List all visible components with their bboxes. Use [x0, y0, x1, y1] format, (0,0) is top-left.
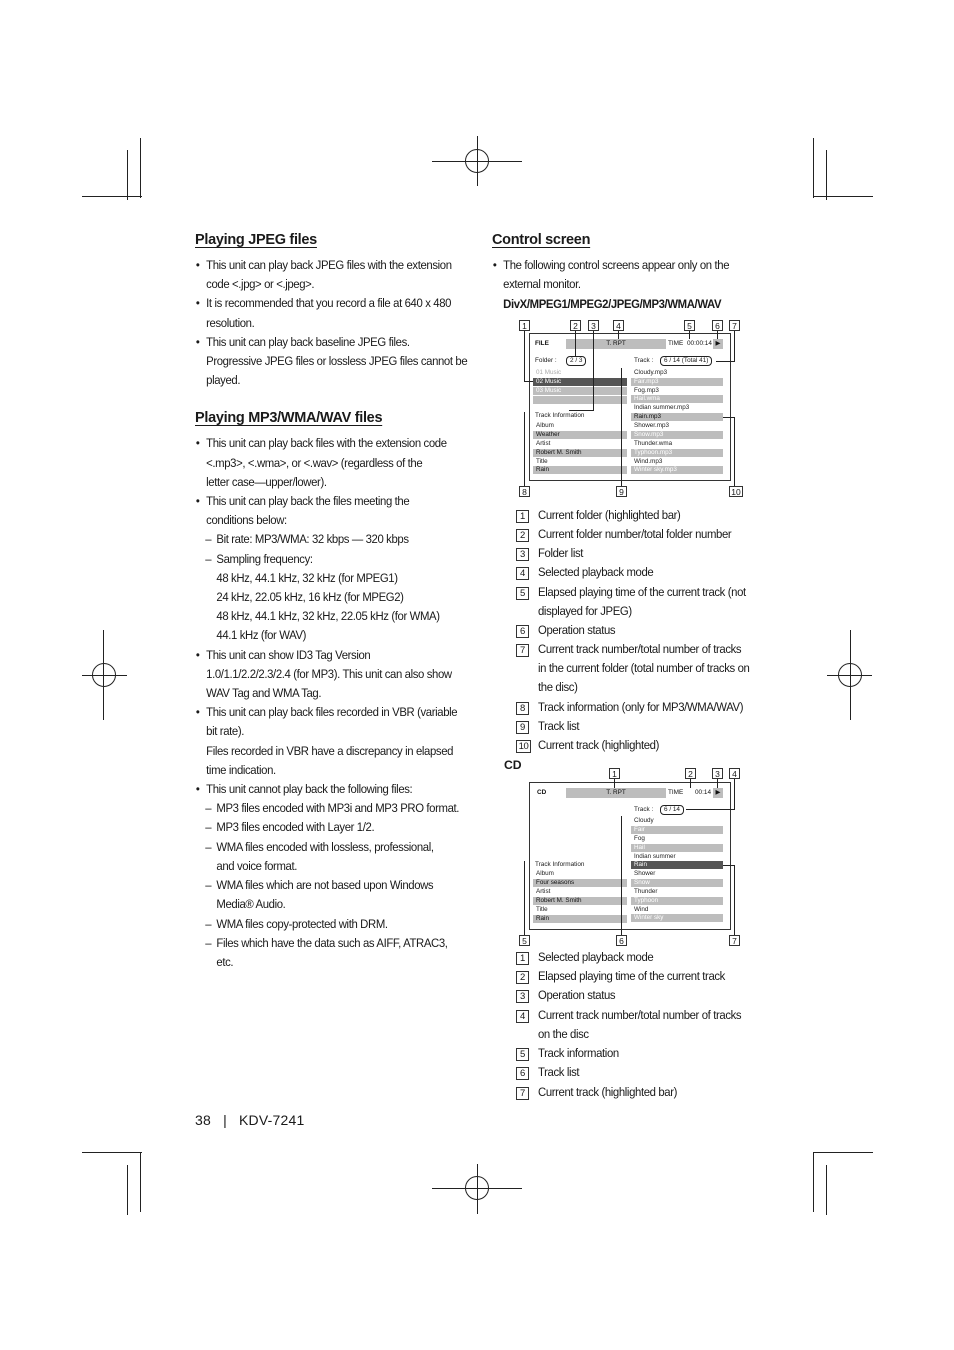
info-row: Rain — [533, 915, 627, 923]
info-row: Robert M. Smith — [533, 449, 627, 457]
jpeg-bullets — [195, 256, 474, 390]
track-label: Track : — [634, 806, 654, 813]
track-item: Typhoon.mp3 — [631, 449, 723, 457]
track-number: 6 / 14 (Total 41) — [660, 356, 712, 366]
list-item: – Sampling frequency: — [195, 550, 474, 569]
track-item: Shower — [631, 870, 723, 878]
track-item: Cloudy.mp3 — [631, 369, 723, 377]
track-item: Shower.mp3 — [631, 422, 723, 430]
time-value: 00:00:14 — [687, 340, 712, 347]
freq-line: 48 kHz, 44.1 kHz, 32 kHz, 22.05 kHz (for WMA) — [216, 609, 440, 624]
list-item: • This unit can play back files with the extension code <.mp3>, <.wma>, or <.wav> (regardless of the letter case—upper/lower). — [195, 434, 474, 492]
list-item: • This unit can show ID3 Tag Version 1.0/1.1/2.2/2.3/2.4 (for MP3). This unit can also show WAV Tag and WMA Tag. — [195, 646, 474, 704]
freq-line: 44.1 kHz (for WAV) — [216, 628, 307, 643]
info-row: Artist — [533, 888, 627, 896]
folder-number: 2 / 3 — [566, 356, 586, 366]
list-item: – Bit rate: MP3/WMA: 32 kbps — 320 kbps — [195, 530, 474, 549]
jpeg-section-title: Playing JPEG files — [195, 232, 317, 248]
list-item: • The following control screens appear only on the external monitor. — [492, 256, 771, 294]
callout-2: 2 — [685, 768, 696, 779]
folder-item — [533, 396, 627, 404]
time-value: 00:14 — [695, 789, 711, 796]
callout-4: 4 — [613, 320, 624, 331]
list-item: – WMA files which are not based upon Windows Media® Audio. — [195, 876, 474, 914]
page-footer — [195, 1112, 304, 1128]
control-section-title: Control screen — [492, 232, 591, 248]
repeat-label: T. RPT — [566, 339, 666, 349]
mp3-section-title: Playing MP3/WMA/WAV files — [195, 410, 383, 427]
track-item: Typhoon — [631, 897, 723, 905]
list-item: • This unit can play back baseline JPEG files. Progressive JPEG files or lossless JPEG files cannot be played. — [195, 333, 474, 391]
time-label: TIME — [668, 340, 684, 347]
track-item: Hail — [631, 844, 723, 852]
track-item: Winter sky.mp3 — [631, 466, 723, 474]
track-item: Thunder — [631, 888, 723, 896]
track-item: Indian summer.mp3 — [631, 404, 723, 412]
track-item: Thunder.wma — [631, 440, 723, 448]
list-item: • It is recommended that you record a file at 640 x 480 resolution. — [195, 294, 474, 332]
track-item-current: Rain.mp3 — [631, 413, 723, 421]
info-row: Weather — [533, 431, 627, 439]
callout-3: 3 — [588, 320, 599, 331]
callout-2: 2 — [570, 320, 581, 331]
subhead-file: DivX/MPEG1/MPEG2/JPEG/MP3/WMA/WAV — [503, 297, 722, 312]
callout-10: 10 — [729, 486, 743, 497]
callout-6: 6 — [616, 935, 627, 946]
folder-item: 01 Music — [533, 369, 627, 377]
list-item: – Files which have the data such as AIFF, ATRAC3, etc. — [195, 934, 474, 972]
callout-6: 6 — [712, 320, 723, 331]
callout-1: 1 — [519, 320, 530, 331]
info-row: Artist — [533, 440, 627, 448]
time-label: TIME — [668, 789, 684, 796]
repeat-label: T. RPT — [566, 788, 666, 798]
info-row: Robert M. Smith — [533, 897, 627, 905]
track-label: Track : — [634, 357, 654, 364]
callout-9: 9 — [616, 486, 627, 497]
folder-label: Folder : — [535, 357, 557, 364]
subhead-cd: CD — [504, 758, 522, 772]
page-number: 38 — [195, 1112, 211, 1128]
track-info-title: Track Information — [535, 861, 585, 868]
mode-label: FILE — [535, 340, 549, 347]
list-item: • This unit cannot play back the following files: — [195, 780, 474, 799]
footer-separator: | — [223, 1112, 227, 1128]
info-row: Album — [533, 870, 627, 878]
list-item: • This unit can play back JPEG files with the extension code <.jpg> or <.jpeg>. — [195, 256, 474, 294]
track-item: Winter sky — [631, 914, 723, 922]
track-item: Wind.mp3 — [631, 458, 723, 466]
callout-5: 5 — [684, 320, 695, 331]
info-row: Title — [533, 906, 627, 914]
play-icon: ▶ — [713, 788, 723, 798]
mode-label: CD — [537, 789, 547, 796]
list-item: – WMA files encoded with lossless, professional, and voice format. — [195, 838, 474, 876]
freq-line: 48 kHz, 44.1 kHz, 32 kHz (for MPEG1) — [216, 570, 398, 585]
track-number: 6 / 14 — [660, 805, 684, 815]
callout-7: 7 — [729, 935, 740, 946]
track-info-title: Track Information — [535, 412, 585, 419]
model-name: KDV-7241 — [239, 1112, 305, 1128]
mp3-bullets — [195, 434, 474, 972]
list-item: – MP3 files encoded with MP3i and MP3 PRO format. — [195, 799, 474, 818]
list-item: – MP3 files encoded with Layer 1/2. — [195, 818, 474, 837]
info-row: Four seasons — [533, 879, 627, 887]
freq-line: 24 kHz, 22.05 kHz, 16 kHz (for MPEG2) — [216, 590, 404, 605]
info-row: Album — [533, 422, 627, 430]
vbr-note: Files recorded in VBR have a discrepancy in elapsed time indication. — [206, 743, 454, 777]
callout-5: 5 — [519, 935, 530, 946]
track-item: Fog — [631, 835, 723, 843]
track-item: Snow.mp3 — [631, 431, 723, 439]
track-item-current: Rain — [631, 861, 723, 869]
right-column — [492, 230, 777, 315]
info-row: Title — [533, 458, 627, 466]
track-item: Indian summer — [631, 853, 723, 861]
track-item: Fog.mp3 — [631, 387, 723, 395]
folder-item-current: 02 Music — [533, 378, 627, 386]
folder-item: 03 Music — [533, 387, 627, 395]
track-item: Hail.wma — [631, 395, 723, 403]
track-item: Fair.mp3 — [631, 378, 723, 386]
track-item: Wind — [631, 906, 723, 914]
track-item: Snow — [631, 879, 723, 887]
track-item: Fair — [631, 826, 723, 834]
callout-3: 3 — [712, 768, 723, 779]
callout-7: 7 — [729, 320, 740, 331]
list-item: • This unit can play back the files meeting the conditions below: — [195, 492, 474, 530]
callout-1: 1 — [609, 768, 620, 779]
list-item: • This unit can play back files recorded in VBR (variable bit rate). — [195, 703, 474, 741]
list-item: – WMA files copy-protected with DRM. — [195, 915, 474, 934]
play-icon: ▶ — [713, 339, 723, 349]
track-item: Cloudy — [631, 817, 723, 825]
info-row: Rain — [533, 466, 627, 474]
left-column — [195, 230, 475, 972]
callout-4: 4 — [729, 768, 740, 779]
callout-8: 8 — [519, 486, 530, 497]
